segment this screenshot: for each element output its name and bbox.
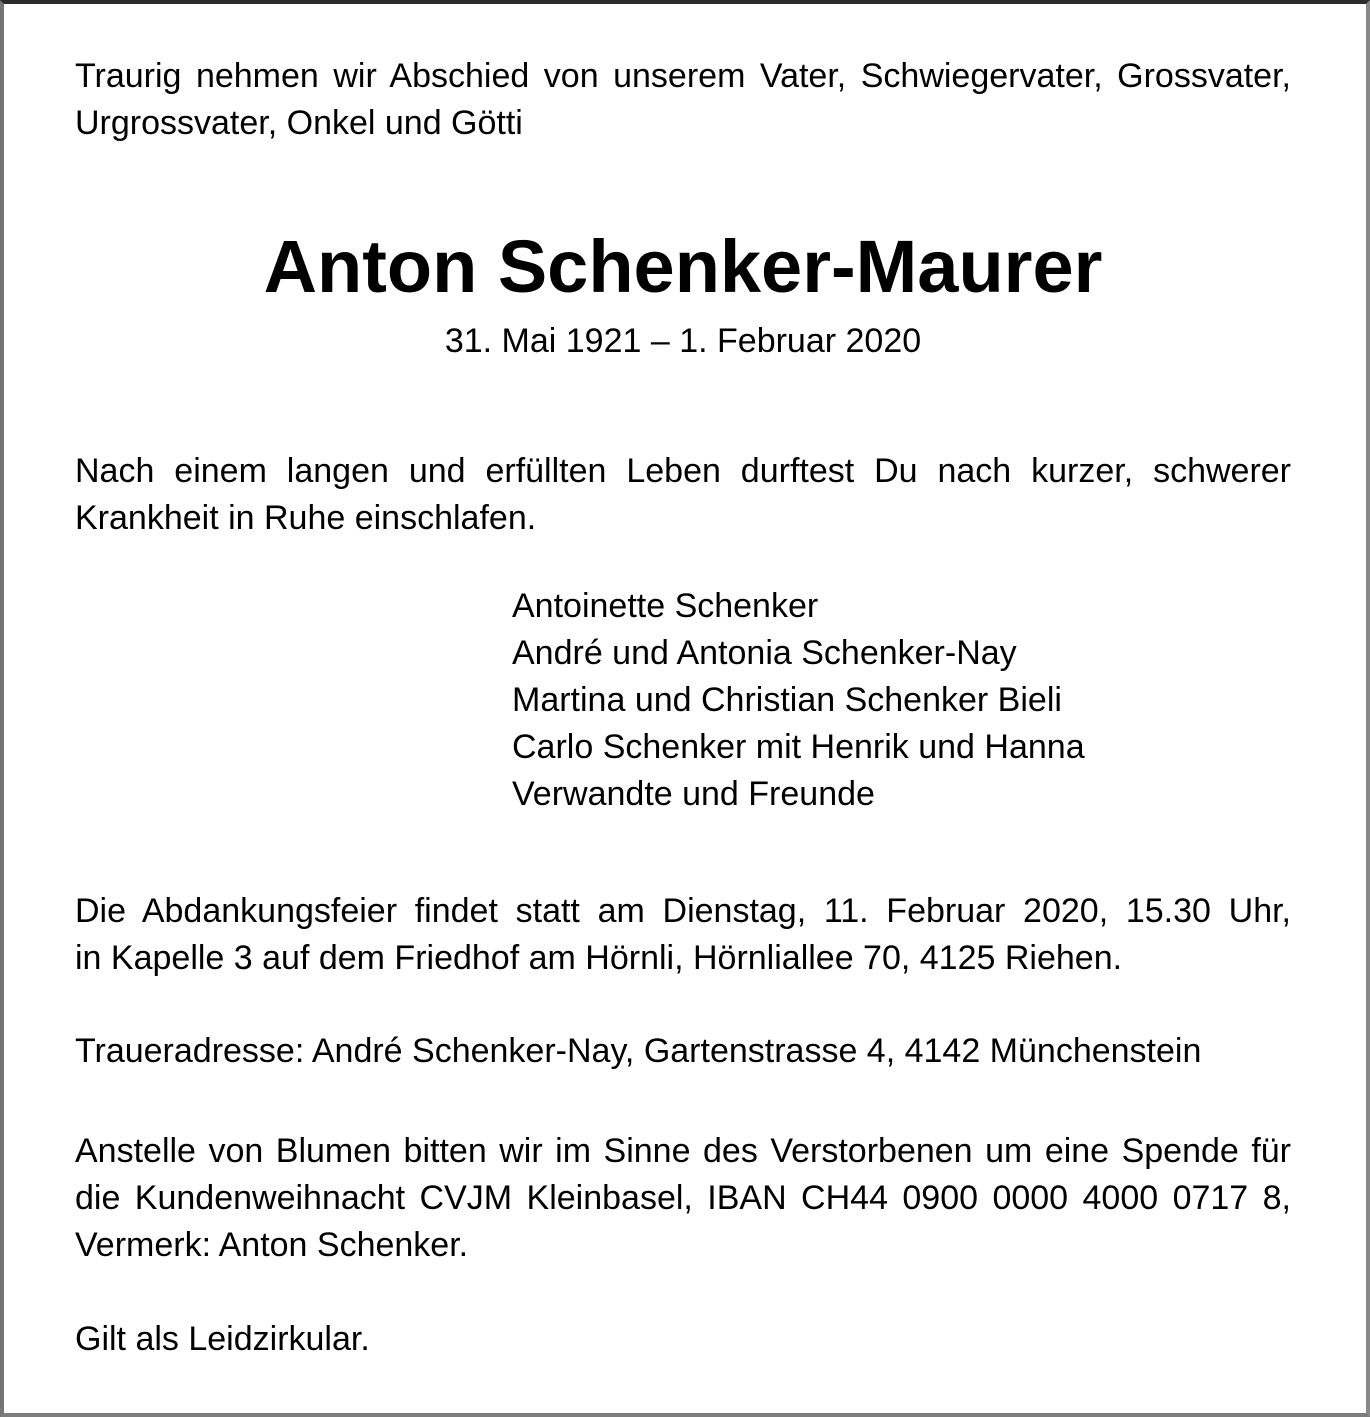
mourner-line: André und Antonia Schenker-Nay [512, 634, 1017, 672]
donation-line-2: die Kundenweihnacht CVJM Kleinbasel, IBAN CH44 0900 0000 4000 0717 8, [75, 1179, 1291, 1217]
mourners-list [75, 583, 1291, 818]
donation-request [75, 1128, 1291, 1269]
ceremony-line-1: Die Abdankungsfeier findet statt am Dienstag, 11. Februar 2020, 15.30 Uhr, [75, 892, 1291, 930]
intro-line-2: Urgrossvater, Onkel und Götti [75, 104, 523, 142]
condolence-message [75, 448, 1291, 542]
mourning-address: Traueradresse: André Schenker-Nay, Gartenstrasse 4, 4142 Münchenstein [75, 1032, 1202, 1070]
donation-line-1: Anstelle von Blumen bitten wir im Sinne des Verstorbenen um eine Spende für [75, 1132, 1291, 1170]
donation-line-3: Vermerk: Anton Schenker. [75, 1226, 469, 1264]
intro-paragraph [75, 53, 1291, 147]
condolence-line-2: Krankheit in Ruhe einschlafen. [75, 499, 537, 537]
deceased-name: Anton Schenker-Maurer [263, 225, 1103, 308]
ceremony-line-2: in Kapelle 3 auf dem Friedhof am Hörnli, Hörnliallee 70, 4125 Riehen. [75, 939, 1123, 977]
mourner-line: Carlo Schenker mit Henrik und Hanna [512, 728, 1085, 766]
condolence-line-1: Nach einem langen und erfüllten Leben durftest Du nach kurzer, schwerer [75, 452, 1291, 490]
ceremony-info [75, 888, 1291, 982]
intro-line-1: Traurig nehmen wir Abschied von unserem Vater, Schwiegervater, Grossvater, [75, 57, 1291, 95]
life-dates: 31. Mai 1921 – 1. Februar 2020 [444, 322, 922, 360]
mourner-line: Martina und Christian Schenker Bieli [512, 681, 1062, 719]
obituary-content [4, 53, 1366, 1417]
closing-note: Gilt als Leidzirkular. [75, 1320, 370, 1358]
mourner-line: Verwandte und Freunde [512, 775, 875, 813]
mourner-line: Antoinette Schenker [512, 587, 819, 625]
